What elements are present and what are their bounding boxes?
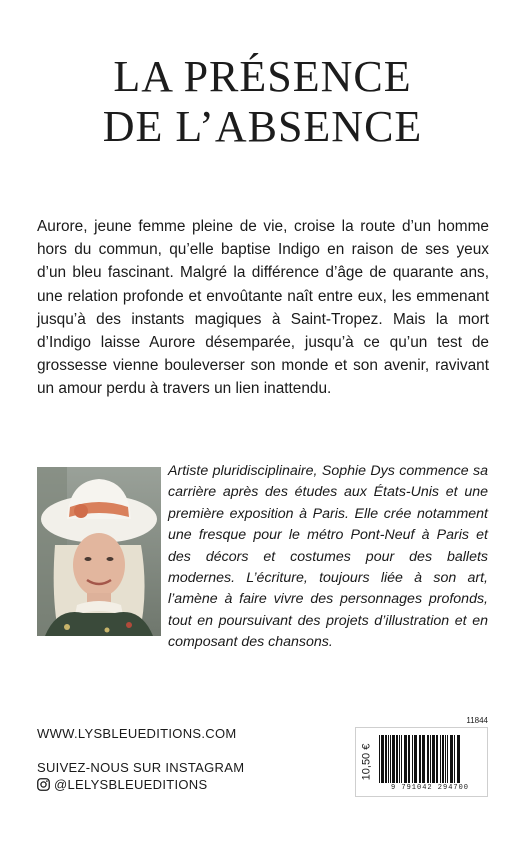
author-bio: Artiste pluridisciplinaire, Sophie Dys commence sa carrière après des études aux États-Unis et une première exposition à Paris. Elle crée notamment une fresque pour le métro Pont-Neuf à Paris et des décors et costumes pour des ballets modernes. L’écriture, toujours liée à son art, l’amène à faire vivre des personnages profonds, tout en poursuivant des projets d’illustration et en composant des chansons. — [168, 463, 488, 651]
barcode-bar — [392, 735, 395, 783]
isbn-digits: 9 791042 294700 — [390, 784, 469, 792]
barcode-bar — [419, 735, 421, 783]
instagram-follow-label: SUIVEZ-NOUS SUR INSTAGRAM — [37, 760, 245, 775]
barcode-bar — [454, 735, 455, 783]
barcode-bar — [379, 735, 380, 783]
barcode-bar — [457, 735, 460, 783]
barcode-bar — [440, 735, 441, 783]
reference-number: 11844 — [466, 716, 488, 725]
barcode-bar — [430, 735, 431, 783]
book-title — [0, 52, 525, 152]
barcode-bar — [399, 735, 400, 783]
barcode-bar — [390, 735, 391, 783]
instagram-handle-row — [37, 777, 207, 792]
title-line-2: DE L’ABSENCE — [102, 102, 423, 151]
barcode-bar — [401, 735, 402, 783]
barcode-bar — [432, 735, 435, 783]
barcode-bar — [447, 735, 448, 783]
barcode-bar — [450, 735, 453, 783]
barcode-bar — [436, 735, 438, 783]
synopsis-text: Aurore, jeune femme pleine de vie, croise la route d’un homme hors du commun, qu’elle baptise Indigo en raison de ses yeux d’un bleu fascinant. Malgré la différence d’âge de quarante ans, une relation profonde et envoûtante naît entre eux, les emmenant jusqu’à des instants magiques à Saint-Tropez. Mais la mort d’Indigo laisse Aurore désemparée, jusqu’à ce qu’un test de grossesse vienne bouleverser son monde et son avenir, ravivant un amour perdu à travers un lien inattendu. — [37, 218, 489, 398]
author-photo — [37, 467, 161, 636]
instagram-icon — [37, 778, 50, 791]
publisher-website: WWW.LYSBLEUEDITIONS.COM — [37, 726, 237, 741]
instagram-handle: @LELYSBLEUEDITIONS — [54, 777, 208, 792]
barcode-bar — [414, 735, 417, 783]
barcode-bar — [385, 735, 387, 783]
barcode-bar — [442, 735, 444, 783]
barcode-bar — [388, 735, 389, 783]
price-label: 10,50 € — [360, 743, 373, 781]
barcode-bar — [445, 735, 446, 783]
title-line-1: LA PRÉSENCE — [113, 52, 412, 101]
barcode-bar — [381, 735, 384, 783]
barcode-bar — [408, 735, 410, 783]
barcode-bar — [422, 735, 425, 783]
barcode-bar — [412, 735, 413, 783]
barcode-bar — [396, 735, 398, 783]
barcode — [379, 735, 483, 783]
barcode-bar — [427, 735, 429, 783]
barcode-block — [355, 727, 488, 797]
barcode-bar — [404, 735, 407, 783]
